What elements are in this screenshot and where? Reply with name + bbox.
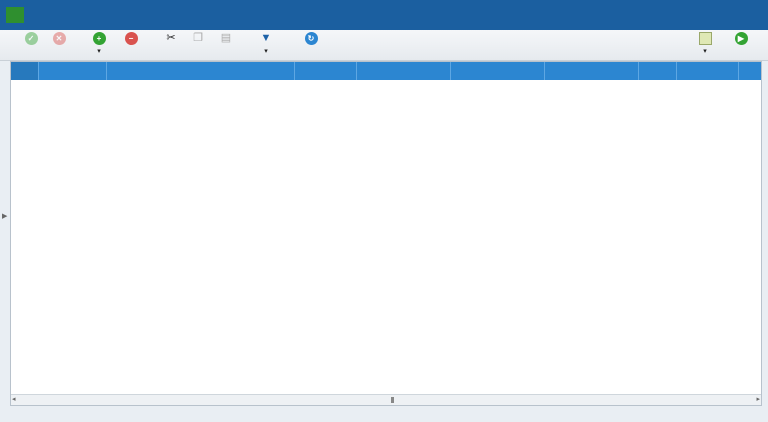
scissors-icon: ✂ (166, 32, 176, 44)
cut-button[interactable] (160, 32, 182, 47)
title-bar (0, 0, 768, 30)
scroll-left-icon[interactable]: ◂ (12, 396, 16, 403)
side-expand-icon[interactable]: ▶ (2, 213, 8, 220)
views-button[interactable] (690, 32, 720, 55)
minus-icon: − (125, 32, 138, 45)
horizontal-scrollbar[interactable] (11, 394, 761, 405)
column-header-date-closed[interactable] (677, 62, 739, 80)
row-number-header (11, 62, 39, 80)
refresh-button[interactable] (296, 32, 326, 47)
play-arrow-icon: ▶ (735, 32, 748, 45)
insert-button[interactable] (86, 32, 112, 55)
scroll-thumb[interactable] (391, 397, 394, 403)
column-header-resolution[interactable] (545, 62, 639, 80)
refresh-icon: ↻ (305, 32, 318, 45)
paste-button[interactable] (214, 32, 238, 47)
dropdown-arrow-icon: ▾ (97, 48, 101, 55)
toolbar (0, 30, 768, 61)
app-logo (6, 7, 24, 23)
cancel-icon: ✕ (53, 32, 66, 45)
column-header-incident-id[interactable] (39, 62, 107, 80)
column-header-date-occurred[interactable] (295, 62, 357, 80)
header-filler (739, 62, 761, 80)
checkmark-icon: ✓ (25, 32, 38, 45)
cancel-button[interactable] (46, 32, 72, 47)
copy-button[interactable] (186, 32, 210, 47)
filter-button[interactable] (252, 32, 280, 55)
save-button[interactable] (20, 32, 42, 47)
copy-icon: ❐ (193, 32, 203, 44)
incident-table (10, 61, 762, 406)
to-form-button[interactable] (726, 32, 756, 47)
delete-button[interactable] (118, 32, 144, 47)
scroll-right-icon[interactable]: ▸ (756, 396, 760, 403)
dropdown-arrow-icon: ▾ (703, 48, 707, 55)
views-icon (699, 32, 712, 45)
column-header-description[interactable] (107, 62, 295, 80)
plus-icon: + (93, 32, 106, 45)
column-header-repair-action[interactable] (451, 62, 545, 80)
column-header-cause[interactable] (357, 62, 451, 80)
column-header-closed[interactable] (639, 62, 677, 80)
clipboard-icon: ▤ (220, 32, 232, 44)
funnel-icon: ▼ (260, 32, 272, 44)
dropdown-arrow-icon: ▾ (264, 48, 268, 55)
